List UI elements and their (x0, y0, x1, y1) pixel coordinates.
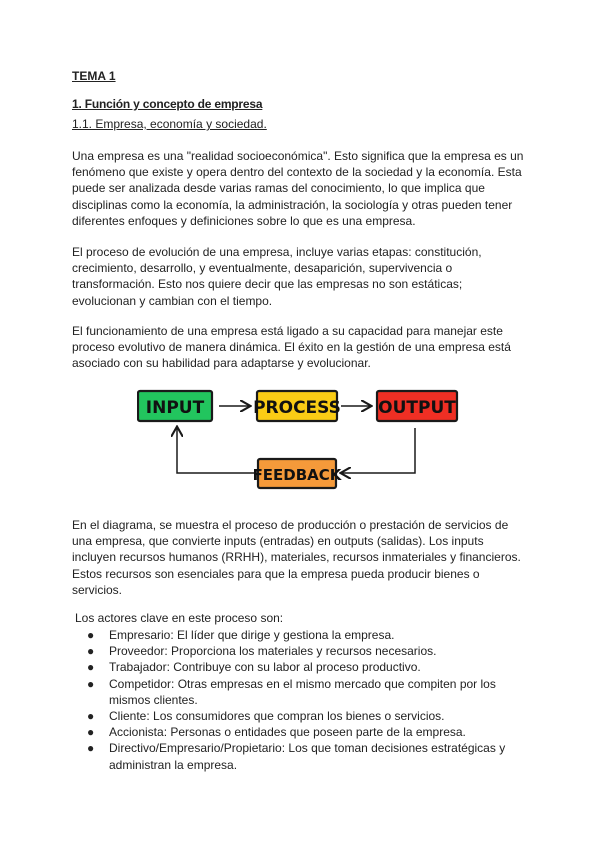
bullet: ● (87, 676, 95, 691)
list-item-text: Cliente: Los consumidores que compran los bienes o servicios. (109, 709, 445, 724)
list-item-text: Empresario: El líder que dirige y gestiona la empresa. (109, 628, 395, 642)
paragraph-3: El funcionamiento de una empresa está ligado a su capacidad para manejar este proceso evolutivo de manera dinámica. El éxito en la gestión de una empresa está asociado con su habilidad para adaptarse y evolucionar. (72, 324, 511, 371)
list-item (84, 676, 524, 708)
list-item-text: Competidor: Otras empresas en el mismo mercado que compiten por los mismos clientes. (109, 676, 496, 707)
section-heading: 1. Función y concepto de empresa (72, 97, 263, 111)
list-item (84, 627, 524, 643)
actors-intro: Los actores clave en este proceso son: (75, 611, 284, 625)
process-label: PROCESS (253, 398, 341, 418)
subsection-heading: 1.1. Empresa, economía y sociedad. (72, 117, 267, 131)
arrow-feedback-input (177, 428, 254, 473)
input-label: INPUT (145, 398, 205, 418)
list-item-text: Proveedor: Proporciona los materiales y recursos necesarios. (109, 644, 437, 659)
bullet: ● (87, 709, 95, 724)
output-label: OUTPUT (378, 398, 456, 418)
bullet: ● (87, 628, 95, 642)
bullet: ● (87, 660, 95, 675)
paragraph-4: En el diagrama, se muestra el proceso de producción o prestación de servicios de una empresa, que convierte inputs (entradas) en outputs (salidas). Los inputs incluyen recursos humanos (RRHH), materiales, recursos inmateriales y financieros. Estos recursos son esenciales para que la empresa pueda producir bienes o servicios. (72, 518, 521, 597)
feedback-label: FEEDBACK (252, 466, 342, 484)
list-item (84, 643, 524, 659)
process-diagram (137, 388, 463, 490)
arrow-output-feedback (342, 428, 415, 473)
list-item (84, 659, 524, 675)
paragraph-1: Una empresa es una "realidad socioeconómica". Esto significa que la empresa es un fenómeno que existe y opera dentro del contexto de la sociedad y la economía. Esta puede ser analizada desde varias ramas del conocimiento, lo que implica que disciplinas como la economía, la administración, la sociología y otras pueden tener diferentes enfoques y definiciones sobre lo que es una empresa. (72, 149, 524, 228)
list-item-text: Directivo/Empresario/Propietario: Los que toman decisiones estratégicas y administran la empresa. (109, 741, 506, 772)
list-item (84, 708, 524, 724)
list-item (84, 740, 524, 772)
document-title: TEMA 1 (72, 69, 116, 83)
list-item (84, 724, 524, 740)
list-item-text: Accionista: Personas o entidades que poseen parte de la empresa. (109, 725, 466, 740)
bullet: ● (87, 644, 95, 659)
paragraph-2: El proceso de evolución de una empresa, incluye varias etapas: constitución, crecimiento, desarrollo, y eventualmente, desaparición, supervivencia o transformación. Esto nos quiere decir que las empresas no son estáticas; evolucionan y cambian con el tiempo. (72, 245, 482, 308)
bullet: ● (87, 725, 95, 740)
list-item-text: Trabajador: Contribuye con su labor al proceso productivo. (109, 660, 421, 675)
bullet: ● (87, 741, 95, 756)
actors-list (84, 627, 524, 773)
